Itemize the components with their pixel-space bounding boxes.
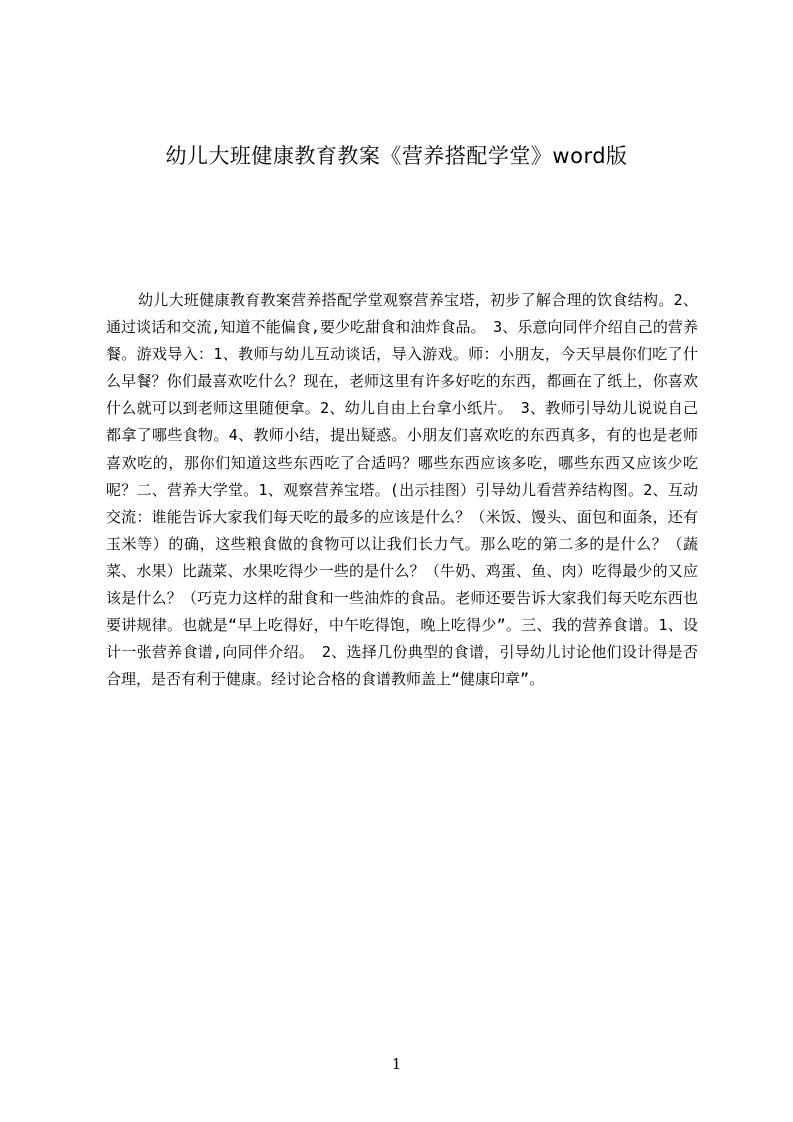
document-body: 幼儿大班健康教育教案营养搭配学堂观察营养宝塔，初步了解合理的饮食结构。2、通过谈话和交流,知道不能偏食,要少吃甜食和油炸食品。 3、乐意向同伴介绍自己的营养餐。游戏导入：1、教师与幼儿互动谈话，导入游戏。师：小朋友，今天早晨你们吃了什么早餐？你们最喜欢吃什么？现在，老师这里有许多好吃的东西，都画在了纸上，你喜欢什么就可以到老师这里随便拿。2、幼儿自由上台拿小纸片。 3、教师引导幼儿说说自己都拿了哪些食物。4、教师小结，提出疑惑。小朋友们喜欢吃的东西真多，有的也是老师喜欢吃的，那你们知道这些东西吃了合适吗？哪些东西应该多吃，哪些东西又应该少吃呢？二、营养大学堂。1、观察营养宝塔。(出示挂图）引导幼儿看营养结构图。2、互动交流：谁能告诉大家我们每天吃的最多的应该是什么？（米饭、馒头、面包和面条，还有玉米等）的确，这些粮食做的食物可以让我们长力气。那么吃的第二多的是什么？（蔬菜、水果）比蔬菜、水果吃得少一些的是什么？（牛奶、鸡蛋、鱼、肉）吃得最少的又应该是什么？（巧克力这样的甜食和一些油炸的食品。老师还要告诉大家我们每天吃东西也要讲规律。也就是“早上吃得好，中午吃得饱，晚上吃得少”。三、我的营养食谱。1、设计一张营养食谱,向同伴介绍。 2、选择几份典型的食谱，引导幼儿讨论他们设计得是否合理，是否有利于健康。经讨论合格的食谱教师盖上“健康印章”。 xyxy=(106,291,698,689)
page-number: 1 xyxy=(391,1055,402,1073)
document-title: 幼儿大班健康教育教案《营养搭配学堂》word版 xyxy=(165,144,628,168)
